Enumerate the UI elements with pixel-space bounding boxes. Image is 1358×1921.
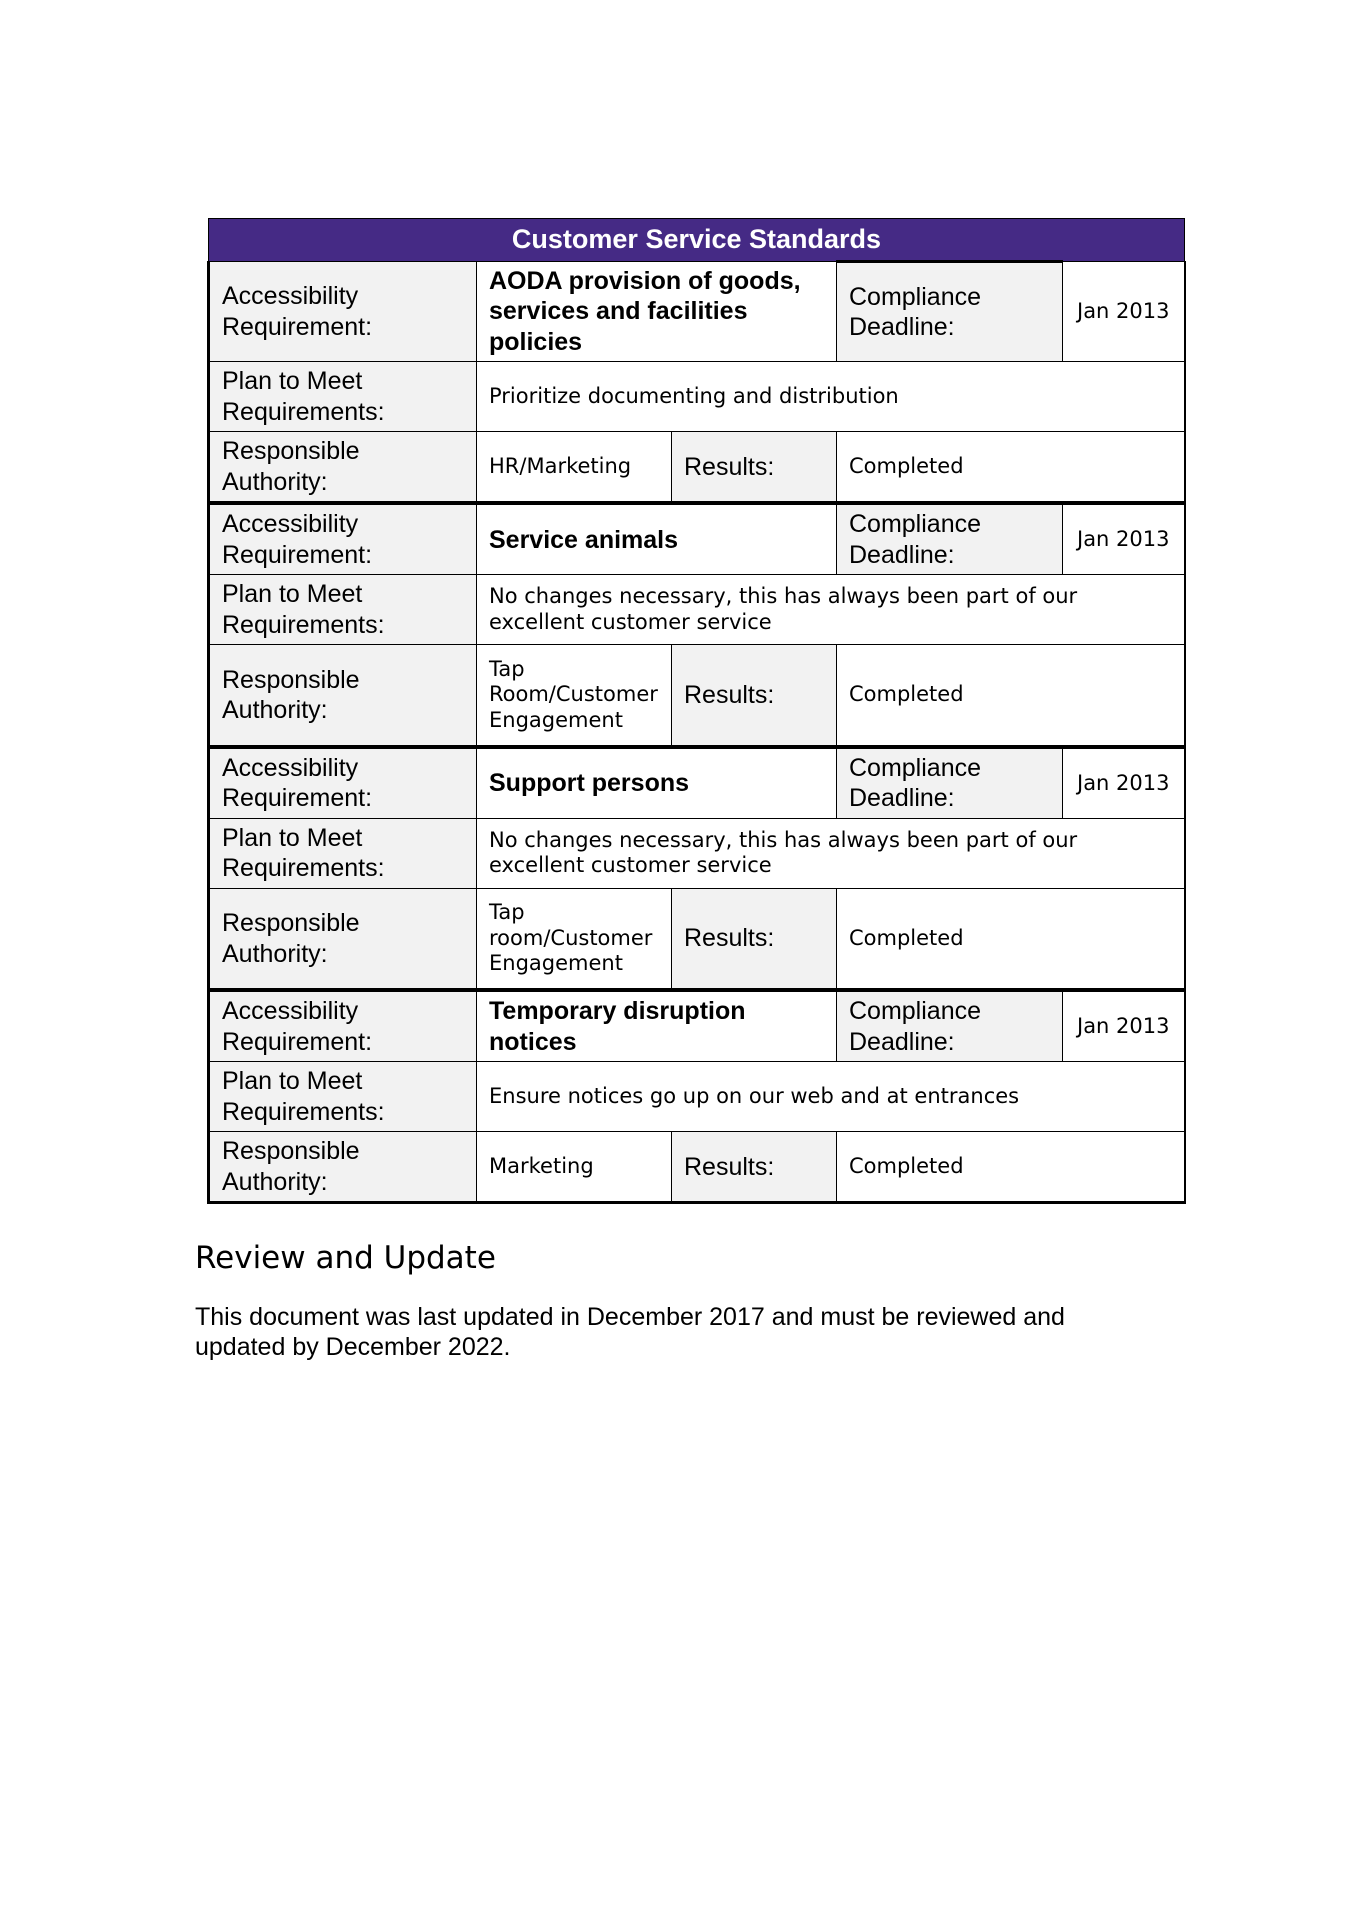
plan-to-meet-value: No changes necessary, this has always been part of our excellent customer service xyxy=(477,818,1185,888)
compliance-deadline-value: Jan 2013 xyxy=(1063,747,1185,819)
table-title-row xyxy=(209,219,1185,262)
results-label: Results: xyxy=(672,1132,837,1203)
plan-to-meet-value: Prioritize documenting and distribution xyxy=(477,362,1185,432)
accessibility-requirement-label: Accessibility Requirement: xyxy=(209,503,477,575)
authority-row xyxy=(209,888,1185,990)
results-label: Results: xyxy=(672,888,837,990)
review-and-update-heading: Review and Update xyxy=(195,1240,496,1276)
compliance-deadline-value: Jan 2013 xyxy=(1063,990,1185,1062)
plan-row xyxy=(209,818,1185,888)
customer-service-standards-table xyxy=(207,218,1186,1204)
plan-row xyxy=(209,1062,1185,1132)
compliance-deadline-label: Compliance Deadline: xyxy=(837,261,1063,362)
accessibility-requirement-value: Service animals xyxy=(477,503,837,575)
compliance-deadline-value: Jan 2013 xyxy=(1063,503,1185,575)
requirement-row xyxy=(209,990,1185,1062)
responsible-authority-value: Marketing xyxy=(477,1132,672,1203)
responsible-authority-value: Tap room/Customer Engagement xyxy=(477,888,672,990)
compliance-deadline-value: Jan 2013 xyxy=(1063,261,1185,362)
table-title: Customer Service Standards xyxy=(209,219,1185,262)
requirement-row xyxy=(209,261,1185,362)
plan-to-meet-label: Plan to Meet Requirements: xyxy=(209,362,477,432)
plan-row xyxy=(209,362,1185,432)
accessibility-requirement-value: Support persons xyxy=(477,747,837,819)
plan-to-meet-value: No changes necessary, this has always been part of our excellent customer service xyxy=(477,575,1185,645)
accessibility-requirement-value: Temporary disruption notices xyxy=(477,990,837,1062)
plan-to-meet-label: Plan to Meet Requirements: xyxy=(209,818,477,888)
compliance-deadline-label: Compliance Deadline: xyxy=(837,503,1063,575)
results-label: Results: xyxy=(672,645,837,747)
results-value: Completed xyxy=(837,432,1185,504)
accessibility-requirement-label: Accessibility Requirement: xyxy=(209,990,477,1062)
results-value: Completed xyxy=(837,645,1185,747)
results-value: Completed xyxy=(837,888,1185,990)
responsible-authority-label: Responsible Authority: xyxy=(209,888,477,990)
responsible-authority-label: Responsible Authority: xyxy=(209,432,477,504)
responsible-authority-label: Responsible Authority: xyxy=(209,645,477,747)
authority-row xyxy=(209,1132,1185,1203)
responsible-authority-value: Tap Room/Customer Engagement xyxy=(477,645,672,747)
compliance-deadline-label: Compliance Deadline: xyxy=(837,747,1063,819)
plan-to-meet-label: Plan to Meet Requirements: xyxy=(209,1062,477,1132)
plan-to-meet-value: Ensure notices go up on our web and at entrances xyxy=(477,1062,1185,1132)
accessibility-requirement-label: Accessibility Requirement: xyxy=(209,747,477,819)
accessibility-requirement-label: Accessibility Requirement: xyxy=(209,261,477,362)
review-and-update-body: This document was last updated in December 2017 and must be reviewed and updated by December 2022. xyxy=(195,1303,1065,1361)
accessibility-requirement-value: AODA provision of goods, services and facilities policies xyxy=(477,261,837,362)
requirement-row xyxy=(209,747,1185,819)
responsible-authority-value: HR/Marketing xyxy=(477,432,672,504)
authority-row xyxy=(209,645,1185,747)
results-label: Results: xyxy=(672,432,837,504)
plan-to-meet-label: Plan to Meet Requirements: xyxy=(209,575,477,645)
plan-row xyxy=(209,575,1185,645)
responsible-authority-label: Responsible Authority: xyxy=(209,1132,477,1203)
compliance-deadline-label: Compliance Deadline: xyxy=(837,990,1063,1062)
requirement-row xyxy=(209,503,1185,575)
authority-row xyxy=(209,432,1185,504)
results-value: Completed xyxy=(837,1132,1185,1203)
